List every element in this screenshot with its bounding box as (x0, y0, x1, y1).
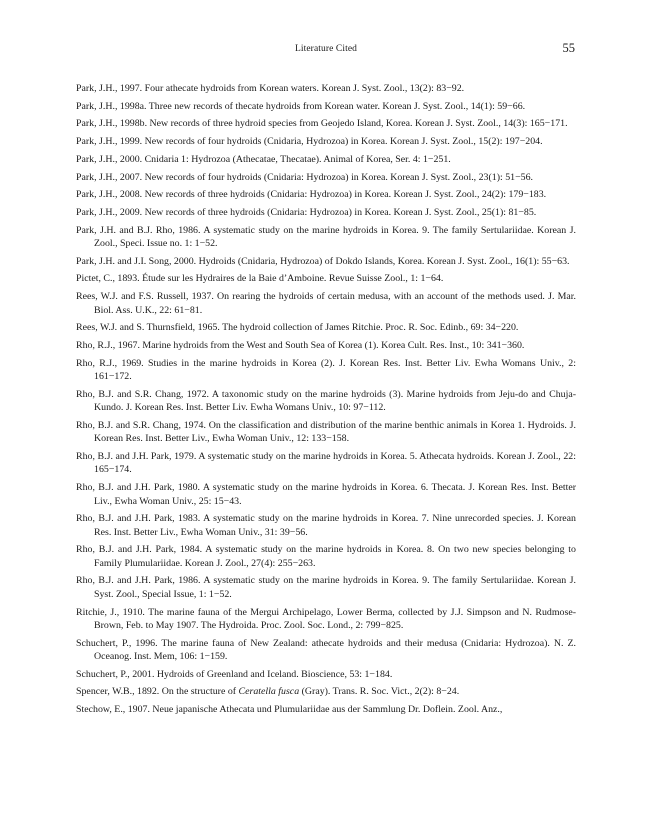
reference-item: Ritchie, J., 1910. The marine fauna of the Mergui Archipelago, Lower Berma, collected by J.J. Simpson and N. Rudmose-Brown, Feb. to May 1907. The Hydroida. Proc. Zool. Soc. Lond., 2: 799−825. (76, 606, 576, 631)
running-head: Literature Cited (294, 44, 357, 54)
reference-item: Rho, B.J. and J.H. Park, 1983. A systematic study on the marine hydroids in Korea. 7. Nine unrecorded species. J. Korean Res. Inst. Better Liv., Ewha Woman Univ., 31: 39−56. (76, 513, 576, 538)
page-number: 55 (562, 41, 575, 55)
reference-item: Rho, R.J., 1969. Studies in the marine hydroids in Korea (2). J. Korean Res. Inst. Better Liv. Ewha Womans Univ., 2: 161−172. (76, 357, 576, 383)
reference-item: Park, J.H., 1998b. New records of three hydroid species from Geojedo Island, Korea. Korean J. Syst. Zool., 14(3): 165−171. (76, 118, 568, 130)
reference-item: Rho, B.J. and S.R. Chang, 1974. On the classification and distribution of the marine benthic animals in Korea 1. Hydroids. J. Korean Res. Inst. Better Liv., Ewha Woman Univ., 12: 133−158. (76, 419, 576, 445)
reference-item: Park, J.H. and B.J. Rho, 1986. A systematic study on the marine hydroids in Korea. 9. The family Sertulariidae. Korean J. Zool., Speci. Issue no. 1: 1−52. (76, 224, 576, 250)
reference-item: Pictet, C., 1893. Étude sur les Hydraires de la Baie d’Amboine. Revue Suisse Zool., 1: 1−64. (76, 273, 444, 285)
reference-item: Park, J.H., 1999. New records of four hydroids (Cnidaria, Hydrozoa) in Korea. Korean J. Syst. Zool., 15(2): 197−204. (76, 136, 543, 148)
reference-item: Rees, W.J. and F.S. Russell, 1937. On rearing the hydroids of certain medusa, with an account of the methods used. J. Mar. Biol. Ass. U.K., 22: 61−81. (76, 291, 576, 316)
reference-item: Park, J.H., 2009. New records of three hydroids (Cnidaria: Hydrozoa) in Korea. Korean J. Syst. Zool., 25(1): 81−85. (76, 206, 537, 218)
reference-item: Park, J.H., 1998a. Three new records of thecate hydroids from Korean water. Korean J. Syst. Zool., 14(1): 59−66. (76, 100, 526, 112)
reference-text: (Gray). Trans. R. Soc. Vict., 2(2): 8−24. (299, 686, 460, 698)
reference-item: Stechow, E., 1907. Neue japanische Athecata und Plumulariidae aus der Sammlung Dr. Doflein. Zool. Anz., (76, 704, 503, 716)
reference-item: Park, J.H., 2008. New records of three hydroids (Cnidaria: Hydrozoa) in Korea. Korean J. Syst. Zool., 24(2): 179−183. (76, 189, 547, 201)
reference-item: Rho, B.J. and J.H. Park, 1984. A systematic study on the marine hydroids in Korea. 8. On two new species belonging to Family Plumulariidae. Korean J. Zool., 27(4): 255−263. (76, 544, 576, 569)
reference-list (76, 82, 576, 721)
reference-item: Rho, B.J. and S.R. Chang, 1972. A taxonomic study on the marine hydroids (3). Marine hydroids from Jeju-do and Chuja-Kundo. J. Korean Res. Inst. Better Liv. Ewha Womans Univ., 10: 97−112. (76, 388, 576, 414)
reference-item: Schuchert, P., 1996. The marine fauna of New Zealand: athecate hydroids and their medusa (Cnidaria: Hydrozoa). N. Z. Oceanog. Inst. Mem, 106: 1−159. (76, 637, 576, 663)
reference-item: Park, J.H., 1997. Four athecate hydroids from Korean waters. Korean J. Syst. Zool., 13(2): 83−92. (76, 83, 465, 94)
reference-item: Rees, W.J. and S. Thurnsfield, 1965. The hydroid collection of James Ritchie. Proc. R. Soc. Edinb., 69: 34−220. (76, 322, 519, 334)
species-name: Ceratella fusca (238, 686, 300, 698)
reference-item (76, 685, 576, 698)
reference-item: Rho, R.J., 1967. Marine hydroids from the West and South Sea of Korea (1). Korea Cult. Res. Inst., 10: 341−360. (76, 339, 525, 351)
reference-item: Rho, B.J. and J.H. Park, 1979. A systematic study on the marine hydroids in Korea. 5. Athecata hydroids. Korean J. Zool., 22: 165−174. (76, 450, 576, 476)
reference-text: Spencer, W.B., 1892. On the structure of (76, 686, 239, 698)
reference-item: Park, J.H., 2000. Cnidaria 1: Hydrozoa (Athecatae, Thecatae). Animal of Korea, Ser. 4: 1−251. (76, 153, 451, 165)
reference-item: Schuchert, P., 2001. Hydroids of Greenland and Iceland. Bioscience, 53: 1−184. (76, 668, 393, 680)
reference-item: Park, J.H. and J.I. Song, 2000. Hydroids (Cnidaria, Hydrozoa) of Dokdo Islands, Korea. Korean J. Syst. Zool., 16(1): 55−63. (76, 255, 570, 267)
reference-item: Rho, B.J. and J.H. Park, 1986. A systematic study on the marine hydroids in Korea. 9. The family Sertulariidae. Korean J. Syst. Zool., Special Issue, 1: 1−52. (76, 575, 576, 600)
reference-item: Rho, B.J. and J.H. Park, 1980. A systematic study on the marine hydroids in Korea. 6. Thecata. J. Korean Res. Inst. Better Liv., Ewha Woman Univ., 25: 15−43. (76, 482, 576, 507)
reference-item: Park, J.H., 2007. New records of four hydroids (Cnidaria: Hydrozoa) in Korea. Korean J. Syst. Zool., 23(1): 51−56. (76, 171, 533, 183)
